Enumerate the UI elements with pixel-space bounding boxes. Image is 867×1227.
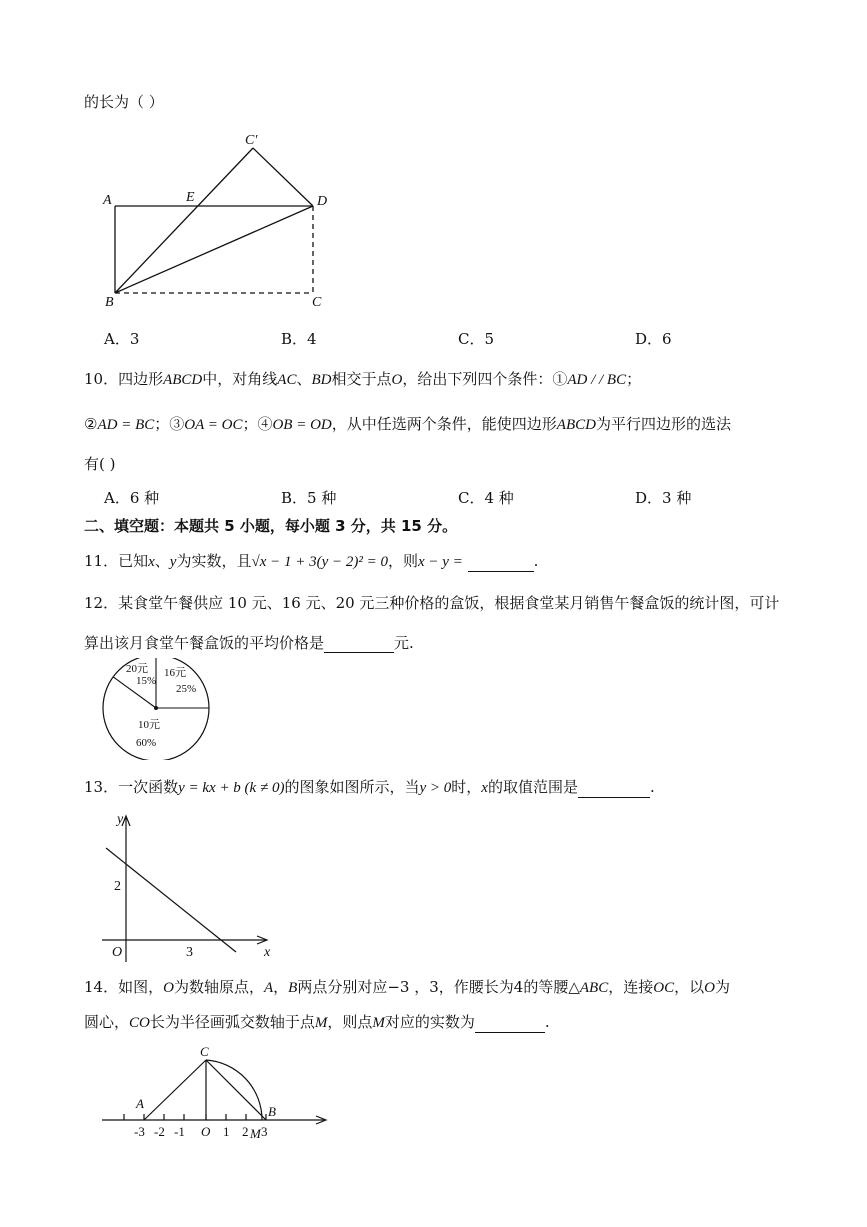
q9-option-b[interactable]: B．4 bbox=[281, 330, 317, 348]
section-heading: 二、填空题：本题共 5 小题，每小题 3 分，共 15 分。 bbox=[84, 517, 458, 535]
q10-line2: ②AD = BC；③OA = OC；④OB = OD，从中任选两个条件，能使四边形ABCD为平行四边形的选法 bbox=[84, 415, 731, 433]
slice-pct-20: 15% bbox=[136, 675, 157, 687]
q13-function: y = kx + b (k ≠ 0) bbox=[178, 780, 285, 796]
q12-pie-chart bbox=[100, 658, 215, 760]
q13-answer-blank[interactable] bbox=[578, 781, 650, 798]
tick-label-3: 3 bbox=[261, 1124, 268, 1139]
q14-number-line-figure bbox=[100, 1040, 332, 1144]
q13-line: 13．一次函数y = kx + b (k ≠ 0)的图象如图所示，当y > 0时，x的取值范围是 . bbox=[84, 778, 655, 796]
label-e: E bbox=[186, 190, 195, 205]
label-a: A bbox=[136, 1096, 144, 1111]
q14-answer-blank[interactable] bbox=[475, 1016, 545, 1033]
y-intercept-label: 2 bbox=[114, 879, 121, 894]
q12-line2: 算出该月食堂午餐盒饭的平均价格是 元. bbox=[84, 634, 414, 652]
q9-option-a[interactable]: A．3 bbox=[104, 330, 140, 348]
q10-option-a[interactable]: A．6 种 bbox=[104, 489, 160, 507]
q10-option-b[interactable]: B．5 种 bbox=[281, 489, 337, 507]
slice-label-10: 10元 bbox=[138, 719, 160, 731]
label-c-prime: C′ bbox=[245, 133, 258, 148]
slice-pct-16: 25% bbox=[176, 683, 197, 695]
tick-label-neg3: -3 bbox=[134, 1124, 145, 1139]
q10-option-d[interactable]: D．3 种 bbox=[635, 489, 692, 507]
x-axis-label: x bbox=[264, 945, 271, 960]
q9-figure bbox=[95, 128, 340, 310]
edge-bd bbox=[115, 206, 313, 293]
tick-label-neg1: -1 bbox=[174, 1124, 185, 1139]
label-m: M bbox=[250, 1126, 261, 1141]
q14-line1: 14．如图，O为数轴原点，A，B两点分别对应−3 ，3，作腰长为4的等腰△ABC，连接OC，以O为 bbox=[84, 978, 730, 996]
x-intercept-label: 3 bbox=[186, 945, 193, 960]
label-c: C bbox=[312, 295, 322, 310]
tick-label-2: 2 bbox=[242, 1124, 249, 1139]
q9-question-tail: 的长为（ ） bbox=[84, 93, 164, 111]
q10-line1: 10．四边形ABCD中，对角线AC、BD相交于点O，给出下列四个条件：①AD / / BC； bbox=[84, 370, 642, 388]
q11-answer-blank[interactable] bbox=[468, 555, 534, 572]
q10-option-c[interactable]: C．4 种 bbox=[458, 489, 514, 507]
tick-label-neg2: -2 bbox=[154, 1124, 165, 1139]
origin-label: O bbox=[112, 945, 123, 960]
slice-label-16: 16元 bbox=[164, 667, 186, 679]
slice-label-20: 20元 bbox=[126, 663, 148, 675]
pie-center bbox=[154, 706, 158, 710]
q12-answer-blank[interactable] bbox=[324, 636, 394, 653]
edge-bc-prime bbox=[115, 148, 253, 293]
q13-graph bbox=[100, 806, 280, 964]
slice-pct-10: 60% bbox=[136, 737, 157, 749]
label-d: D bbox=[317, 194, 328, 209]
tick-label-1: 1 bbox=[223, 1124, 230, 1139]
edge-ac bbox=[144, 1060, 206, 1120]
edge-c-prime-d bbox=[253, 148, 313, 206]
q11-line: 11．已知x、y为实数，且√x − 1 + 3(y − 2)² = 0，则x − y = . bbox=[84, 552, 539, 570]
q14-line2: 圆心，CO长为半径画弧交数轴于点M，则点M对应的实数为 . bbox=[84, 1013, 550, 1031]
q12-line1: 12．某食堂午餐供应 10 元、16 元、20 元三种价格的盒饭，根据食堂某月销售午餐盒饭的统计图，可计 bbox=[84, 594, 780, 612]
q11-equation: √x − 1 + 3(y − 2)² = 0 bbox=[251, 554, 388, 570]
edge-cb bbox=[206, 1060, 266, 1120]
label-c: C bbox=[200, 1044, 209, 1059]
y-axis-label: y bbox=[117, 812, 124, 827]
label-b: B bbox=[105, 295, 114, 310]
label-o: O bbox=[201, 1124, 211, 1139]
label-a: A bbox=[103, 193, 112, 208]
q10-line3: 有( ) bbox=[84, 455, 116, 473]
label-b: B bbox=[268, 1104, 276, 1119]
q9-option-d[interactable]: D．6 bbox=[635, 330, 672, 348]
q9-option-c[interactable]: C．5 bbox=[458, 330, 495, 348]
